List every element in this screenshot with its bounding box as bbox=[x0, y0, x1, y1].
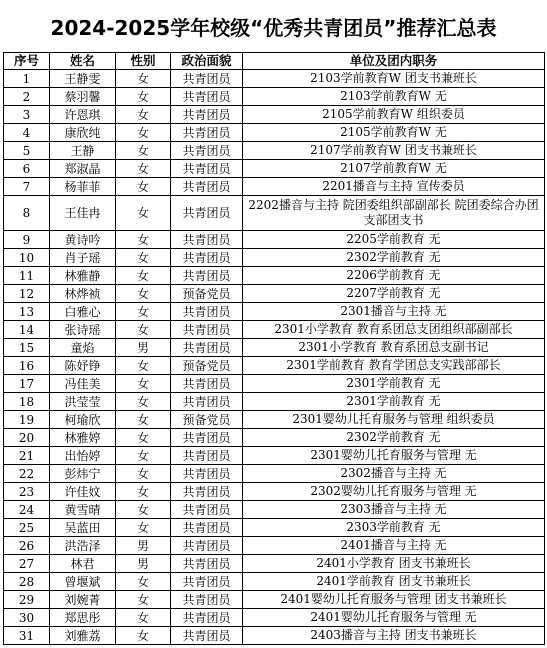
table-row bbox=[4, 339, 545, 357]
cell-name: 陈妤铮 bbox=[50, 357, 116, 375]
cell-political-status: 共青团员 bbox=[171, 321, 243, 339]
cell-unit-position: 2302学前教育 无 bbox=[243, 249, 545, 267]
cell-gender: 男 bbox=[116, 555, 171, 573]
cell-index: 22 bbox=[4, 465, 50, 483]
cell-index: 29 bbox=[4, 591, 50, 609]
table-row bbox=[4, 447, 545, 465]
cell-unit-position: 2303播音与主持 无 bbox=[243, 501, 545, 519]
cell-unit-position: 2301播音与主持 无 bbox=[243, 303, 545, 321]
table-row bbox=[4, 321, 545, 339]
cell-unit-position: 2301学前教育 无 bbox=[243, 393, 545, 411]
cell-unit-position: 2301学前教育 教育学团总支实践部部长 bbox=[243, 357, 545, 375]
cell-index: 19 bbox=[4, 411, 50, 429]
cell-unit-position: 2103学前教育W 团支书兼班长 bbox=[243, 70, 545, 88]
cell-political-status: 共青团员 bbox=[171, 88, 243, 106]
cell-index: 11 bbox=[4, 267, 50, 285]
cell-unit-position: 2401播音与主持 无 bbox=[243, 537, 545, 555]
cell-gender: 女 bbox=[116, 178, 171, 196]
cell-name: 林雅静 bbox=[50, 267, 116, 285]
cell-unit-position: 2301婴幼儿托育服务与管理 无 bbox=[243, 447, 545, 465]
cell-gender: 女 bbox=[116, 609, 171, 627]
cell-political-status: 共青团员 bbox=[171, 231, 243, 249]
cell-political-status: 共青团员 bbox=[171, 178, 243, 196]
cell-name: 王佳冉 bbox=[50, 196, 116, 231]
table-row bbox=[4, 627, 545, 645]
cell-gender: 女 bbox=[116, 483, 171, 501]
cell-unit-position: 2302婴幼儿托育服务与管理 无 bbox=[243, 483, 545, 501]
cell-political-status: 共青团员 bbox=[171, 465, 243, 483]
cell-name: 白雅心 bbox=[50, 303, 116, 321]
cell-index: 14 bbox=[4, 321, 50, 339]
table-row bbox=[4, 393, 545, 411]
cell-index: 5 bbox=[4, 142, 50, 160]
cell-index: 30 bbox=[4, 609, 50, 627]
cell-gender: 女 bbox=[116, 231, 171, 249]
table-row bbox=[4, 537, 545, 555]
cell-political-status: 共青团员 bbox=[171, 591, 243, 609]
cell-unit-position: 2107学前教育W 团支书兼班长 bbox=[243, 142, 545, 160]
header-name: 姓名 bbox=[50, 53, 116, 70]
cell-gender: 女 bbox=[116, 303, 171, 321]
table-row bbox=[4, 70, 545, 88]
table-row bbox=[4, 178, 545, 196]
cell-unit-position: 2201播音与主持 宣传委员 bbox=[243, 178, 545, 196]
cell-political-status: 共青团员 bbox=[171, 339, 243, 357]
header-unit-position: 单位及团内职务 bbox=[243, 53, 545, 70]
cell-gender: 女 bbox=[116, 142, 171, 160]
header-gender: 性别 bbox=[116, 53, 171, 70]
cell-unit-position: 2403播音与主持 团支书兼班长 bbox=[243, 627, 545, 645]
cell-index: 6 bbox=[4, 160, 50, 178]
cell-index: 12 bbox=[4, 285, 50, 303]
cell-index: 2 bbox=[4, 88, 50, 106]
cell-index: 31 bbox=[4, 627, 50, 645]
cell-political-status: 共青团员 bbox=[171, 142, 243, 160]
table-row bbox=[4, 465, 545, 483]
cell-political-status: 共青团员 bbox=[171, 501, 243, 519]
cell-political-status: 共青团员 bbox=[171, 106, 243, 124]
cell-index: 13 bbox=[4, 303, 50, 321]
nominee-table bbox=[3, 52, 545, 645]
cell-name: 康欣纯 bbox=[50, 124, 116, 142]
cell-gender: 女 bbox=[116, 519, 171, 537]
cell-name: 许恩琪 bbox=[50, 106, 116, 124]
cell-name: 黄诗吟 bbox=[50, 231, 116, 249]
cell-political-status: 共青团员 bbox=[171, 483, 243, 501]
table-row bbox=[4, 285, 545, 303]
cell-gender: 男 bbox=[116, 339, 171, 357]
table-row bbox=[4, 375, 545, 393]
table-row bbox=[4, 160, 545, 178]
cell-name: 许佳妏 bbox=[50, 483, 116, 501]
cell-unit-position: 2301小学教育 教育系团总支副书记 bbox=[243, 339, 545, 357]
cell-political-status: 预备党员 bbox=[171, 357, 243, 375]
cell-unit-position: 2401学前教育 团支书兼班长 bbox=[243, 573, 545, 591]
cell-name: 王静雯 bbox=[50, 70, 116, 88]
cell-name: 林烨祯 bbox=[50, 285, 116, 303]
cell-name: 彭炜宁 bbox=[50, 465, 116, 483]
header-index: 序号 bbox=[4, 53, 50, 70]
cell-political-status: 共青团员 bbox=[171, 303, 243, 321]
cell-unit-position: 2301小学教育 教育系团总支团组织部副部长 bbox=[243, 321, 545, 339]
cell-index: 17 bbox=[4, 375, 50, 393]
cell-unit-position: 2302学前教育 无 bbox=[243, 429, 545, 447]
cell-gender: 女 bbox=[116, 573, 171, 591]
cell-name: 洪莹莹 bbox=[50, 393, 116, 411]
cell-gender: 女 bbox=[116, 375, 171, 393]
cell-index: 21 bbox=[4, 447, 50, 465]
cell-unit-position: 2401婴幼儿托育服务与管理 团支书兼班长 bbox=[243, 591, 545, 609]
cell-unit-position: 2401婴幼儿托育服务与管理 无 bbox=[243, 609, 545, 627]
table-row bbox=[4, 142, 545, 160]
cell-political-status: 共青团员 bbox=[171, 573, 243, 591]
cell-political-status: 共青团员 bbox=[171, 447, 243, 465]
cell-name: 郑淑晶 bbox=[50, 160, 116, 178]
cell-gender: 男 bbox=[116, 537, 171, 555]
cell-political-status: 预备党员 bbox=[171, 411, 243, 429]
table-row bbox=[4, 124, 545, 142]
table-row bbox=[4, 303, 545, 321]
table-row bbox=[4, 609, 545, 627]
cell-index: 26 bbox=[4, 537, 50, 555]
cell-index: 18 bbox=[4, 393, 50, 411]
cell-name: 王静 bbox=[50, 142, 116, 160]
table-row bbox=[4, 429, 545, 447]
table-row bbox=[4, 357, 545, 375]
cell-political-status: 共青团员 bbox=[171, 393, 243, 411]
cell-index: 15 bbox=[4, 339, 50, 357]
table-row bbox=[4, 88, 545, 106]
cell-gender: 女 bbox=[116, 447, 171, 465]
cell-gender: 女 bbox=[116, 357, 171, 375]
cell-index: 28 bbox=[4, 573, 50, 591]
cell-unit-position: 2105学前教育W 无 bbox=[243, 124, 545, 142]
cell-name: 蔡羽馨 bbox=[50, 88, 116, 106]
cell-unit-position: 2206学前教育 无 bbox=[243, 267, 545, 285]
cell-political-status: 共青团员 bbox=[171, 555, 243, 573]
document-title: 2024-2025学年校级“优秀共青团员”推荐汇总表 bbox=[50, 15, 497, 40]
table-row bbox=[4, 519, 545, 537]
cell-gender: 女 bbox=[116, 88, 171, 106]
cell-name: 肖子瑶 bbox=[50, 249, 116, 267]
cell-index: 16 bbox=[4, 357, 50, 375]
cell-name: 郑思彤 bbox=[50, 609, 116, 627]
cell-political-status: 共青团员 bbox=[171, 609, 243, 627]
cell-name: 林君 bbox=[50, 555, 116, 573]
cell-index: 9 bbox=[4, 231, 50, 249]
cell-index: 27 bbox=[4, 555, 50, 573]
cell-unit-position: 2301婴幼儿托育服务与管理 组织委员 bbox=[243, 411, 545, 429]
cell-unit-position: 2401小学教育 团支书兼班长 bbox=[243, 555, 545, 573]
table-row bbox=[4, 591, 545, 609]
cell-gender: 女 bbox=[116, 465, 171, 483]
cell-political-status: 共青团员 bbox=[171, 267, 243, 285]
cell-name: 张诗瑶 bbox=[50, 321, 116, 339]
cell-political-status: 共青团员 bbox=[171, 537, 243, 555]
cell-gender: 女 bbox=[116, 501, 171, 519]
cell-name: 杨菲菲 bbox=[50, 178, 116, 196]
cell-name: 林雅婷 bbox=[50, 429, 116, 447]
table-row bbox=[4, 483, 545, 501]
cell-index: 25 bbox=[4, 519, 50, 537]
cell-index: 10 bbox=[4, 249, 50, 267]
cell-gender: 女 bbox=[116, 249, 171, 267]
cell-political-status: 共青团员 bbox=[171, 249, 243, 267]
cell-name: 出怡婷 bbox=[50, 447, 116, 465]
cell-gender: 女 bbox=[116, 321, 171, 339]
table-row bbox=[4, 411, 545, 429]
cell-political-status: 共青团员 bbox=[171, 429, 243, 447]
cell-gender: 女 bbox=[116, 70, 171, 88]
table-body bbox=[4, 70, 545, 645]
cell-gender: 女 bbox=[116, 393, 171, 411]
cell-gender: 女 bbox=[116, 591, 171, 609]
cell-unit-position: 2303学前教育 无 bbox=[243, 519, 545, 537]
table-row bbox=[4, 231, 545, 249]
cell-index: 7 bbox=[4, 178, 50, 196]
cell-name: 童焰 bbox=[50, 339, 116, 357]
table-row bbox=[4, 555, 545, 573]
cell-index: 4 bbox=[4, 124, 50, 142]
cell-political-status: 预备党员 bbox=[171, 285, 243, 303]
cell-unit-position: 2302播音与主持 无 bbox=[243, 465, 545, 483]
cell-gender: 女 bbox=[116, 429, 171, 447]
cell-political-status: 共青团员 bbox=[171, 160, 243, 178]
cell-index: 24 bbox=[4, 501, 50, 519]
cell-index: 1 bbox=[4, 70, 50, 88]
cell-name: 柯瑜欣 bbox=[50, 411, 116, 429]
table-row bbox=[4, 249, 545, 267]
cell-name: 洪浩泽 bbox=[50, 537, 116, 555]
table-row bbox=[4, 106, 545, 124]
table-header-row bbox=[4, 53, 545, 70]
cell-unit-position: 2205学前教育 无 bbox=[243, 231, 545, 249]
table-row bbox=[4, 573, 545, 591]
header-political-status: 政治面貌 bbox=[171, 53, 243, 70]
cell-gender: 女 bbox=[116, 285, 171, 303]
cell-unit-position: 2202播音与主持 院团委组织部副部长 院团委综合办团支部团支书 bbox=[243, 196, 545, 231]
cell-name: 刘婉菁 bbox=[50, 591, 116, 609]
cell-gender: 女 bbox=[116, 106, 171, 124]
cell-name: 刘雅荔 bbox=[50, 627, 116, 645]
cell-name: 曾堰斌 bbox=[50, 573, 116, 591]
cell-political-status: 共青团员 bbox=[171, 70, 243, 88]
cell-political-status: 共青团员 bbox=[171, 375, 243, 393]
cell-gender: 女 bbox=[116, 411, 171, 429]
cell-unit-position: 2107学前教育W 无 bbox=[243, 160, 545, 178]
cell-index: 20 bbox=[4, 429, 50, 447]
cell-gender: 女 bbox=[116, 124, 171, 142]
cell-unit-position: 2103学前教育W 无 bbox=[243, 88, 545, 106]
table-row bbox=[4, 267, 545, 285]
table-row bbox=[4, 196, 545, 231]
cell-unit-position: 2105学前教育W 组织委员 bbox=[243, 106, 545, 124]
cell-political-status: 共青团员 bbox=[171, 519, 243, 537]
cell-index: 8 bbox=[4, 196, 50, 231]
cell-political-status: 共青团员 bbox=[171, 196, 243, 231]
cell-unit-position: 2301学前教育 无 bbox=[243, 375, 545, 393]
cell-political-status: 共青团员 bbox=[171, 124, 243, 142]
cell-name: 吴蓝田 bbox=[50, 519, 116, 537]
cell-unit-position: 2207学前教育 无 bbox=[243, 285, 545, 303]
table-row bbox=[4, 501, 545, 519]
cell-name: 冯佳美 bbox=[50, 375, 116, 393]
cell-gender: 女 bbox=[116, 627, 171, 645]
cell-index: 3 bbox=[4, 106, 50, 124]
cell-name: 黄雪晴 bbox=[50, 501, 116, 519]
cell-gender: 女 bbox=[116, 160, 171, 178]
cell-gender: 女 bbox=[116, 196, 171, 231]
cell-index: 23 bbox=[4, 483, 50, 501]
cell-gender: 女 bbox=[116, 267, 171, 285]
cell-political-status: 共青团员 bbox=[171, 627, 243, 645]
